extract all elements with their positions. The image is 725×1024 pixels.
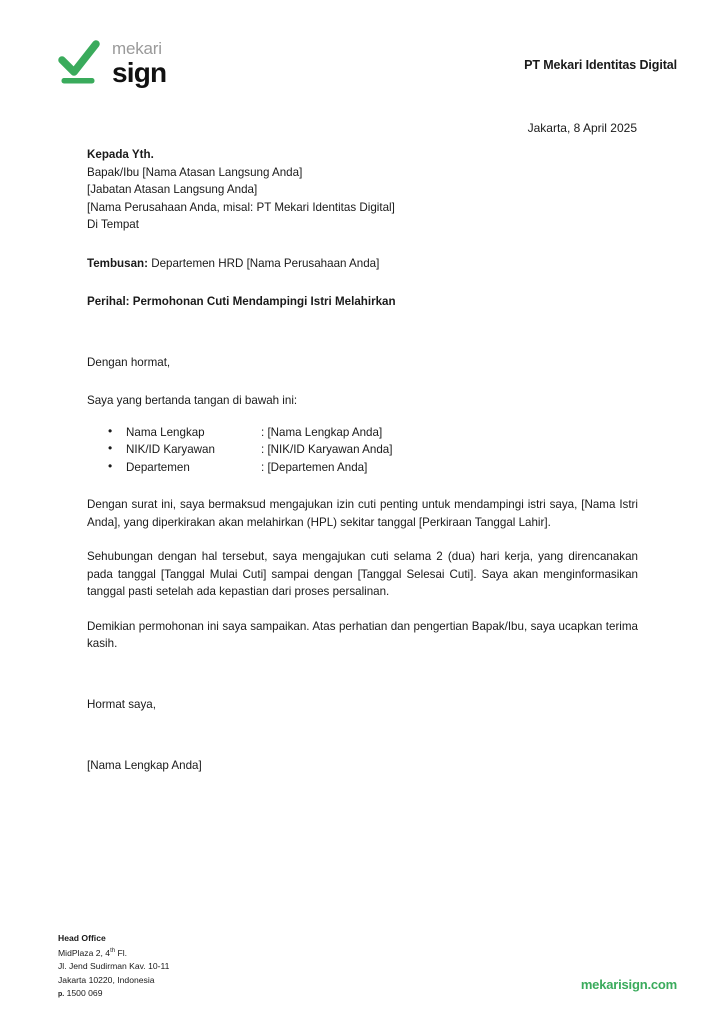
logo-wordmark	[112, 40, 166, 87]
footer-website[interactable]: mekarisign.com	[580, 977, 677, 992]
list-item	[126, 441, 638, 459]
addressee-line: [Nama Perusahaan Anda, misal: PT Mekari Identitas Digital]	[87, 200, 395, 214]
intro-line: Saya yang bertanda tangan di bawah ini:	[87, 393, 298, 407]
closing-line: Hormat saya,	[87, 697, 156, 711]
footer-phone	[58, 987, 169, 1002]
identity-value: : [NIK/ID Karyawan Anda]	[261, 443, 393, 456]
body-paragraph: Dengan surat ini, saya bermaksud mengajukan izin cuti penting untuk mendampingi istri saya, [Nama Istri Anda], yang diperkirakan akan melahirkan (HPL) sekitar tanggal [Perkiraan Tanggal Lahir].	[87, 498, 638, 529]
footer-phone-prefix: p.	[58, 991, 65, 998]
date-line: Jakarta, 8 April 2025	[527, 121, 637, 135]
logo-text-mekari: mekari	[112, 38, 162, 58]
salutation: Dengan hormat,	[87, 355, 171, 369]
addressee-line: Bapak/Ibu [Nama Atasan Langsung Anda]	[87, 165, 303, 179]
footer-office-title: Head Office	[58, 933, 106, 943]
footer-phone-number: 1500 069	[66, 988, 103, 998]
letter-footer	[0, 904, 725, 1024]
footer-address-block	[58, 932, 169, 1002]
list-item	[126, 459, 638, 477]
addressee-line: Di Tempat	[87, 218, 139, 231]
signature-name: [Nama Lengkap Anda]	[87, 758, 202, 772]
list-item	[126, 424, 638, 442]
letter-header	[0, 38, 725, 100]
body-paragraph: Sehubungan dengan hal tersebut, saya mengajukan cuti selama 2 (dua) hari kerja, yang direncanakan pada tanggal [Tanggal Mulai Cuti] sampai dengan [Tanggal Selesai Cuti]. Saya akan menginformasikan tanggal pasti setelah ada kepastian dari proses persalinan.	[87, 550, 638, 598]
identity-label: • Nama Lengkap	[126, 425, 205, 439]
identity-value: : [Departemen Anda]	[261, 460, 368, 474]
body-paragraph: Demikian permohonan ini saya sampaikan. Atas perhatian dan pengertian Bapak/Ibu, saya ucapkan terima kasih.	[87, 619, 638, 650]
identity-label: • NIK/ID Karyawan	[126, 443, 215, 456]
footer-address-line-2: Jl. Jend Sudirman Kav. 10-11	[58, 961, 170, 971]
mekari-sign-logo	[58, 38, 166, 88]
addressee-block	[87, 146, 638, 234]
addressee-heading: Kepada Yth.	[87, 148, 154, 161]
perihal-line: Perihal: Permohonan Cuti Mendampingi Istri Melahirkan	[87, 294, 396, 308]
identity-value: : [Nama Lengkap Anda]	[261, 425, 383, 439]
addressee-line: [Jabatan Atasan Langsung Anda]	[87, 183, 258, 196]
footer-address-line-3: Jakarta 10220, Indonesia	[58, 974, 155, 985]
tembusan-label: Tembusan:	[87, 256, 148, 270]
tembusan-line	[87, 255, 638, 272]
company-name: PT Mekari Identitas Digital	[524, 58, 677, 72]
identity-list	[87, 424, 638, 477]
footer-address-line-1	[58, 947, 169, 961]
tembusan-value: Departemen HRD [Nama Perusahaan Anda]	[147, 256, 380, 270]
identity-label: • Departemen	[126, 460, 190, 474]
check-mark-icon	[58, 38, 102, 88]
letter-body	[87, 146, 638, 774]
footer-address-street-pre: MidPlaza 2, 4	[58, 947, 111, 958]
logo-text-sign: sign	[112, 56, 167, 88]
footer-address-street-post: Fl.	[115, 947, 128, 958]
footer-floor-ordinal: th	[110, 947, 116, 954]
